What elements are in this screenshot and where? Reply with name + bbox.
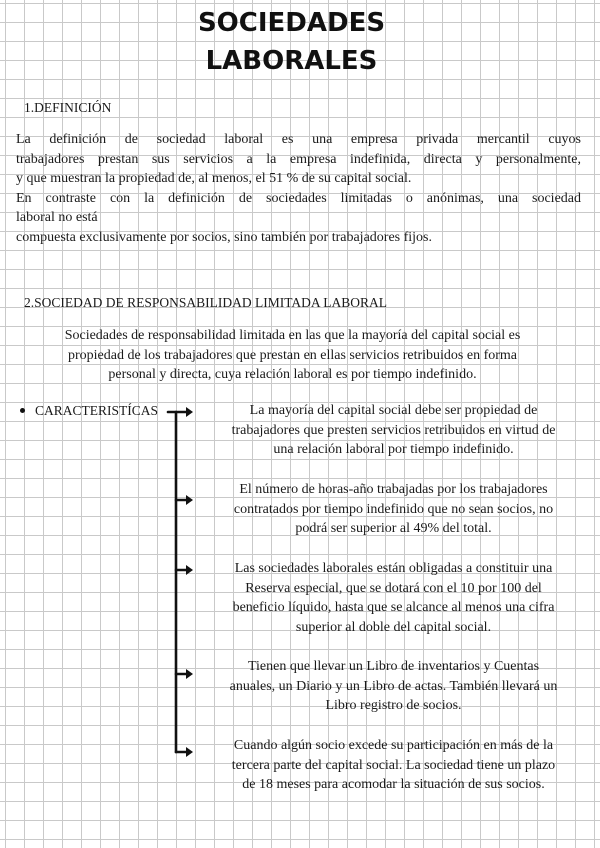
- characteristics-bullet: [20, 402, 158, 420]
- arrow-head-icon: [186, 565, 193, 575]
- characteristic-item: [195, 657, 592, 716]
- section-heading-definition: 1.DEFINICIÓN: [24, 100, 112, 115]
- characteristic-item: [195, 480, 592, 539]
- item-line: La mayoría del capital social debe ser propiedad de: [249, 403, 538, 418]
- item-line: podrá ser superior al 49% del total.: [295, 521, 492, 536]
- title-line: SOCIEDADES: [197, 8, 386, 38]
- page-title: [0, 4, 583, 80]
- arrow-head-icon: [186, 747, 193, 757]
- item-line: trabajadores que presten servicios retribuidos en virtud de: [231, 422, 556, 438]
- item-line: Tienen que llevar un Libro de inventarios y Cuentas: [247, 659, 540, 674]
- characteristics-label: CARACTERISTÍCAS: [35, 403, 159, 418]
- paragraph-line: y que muestran la propiedad de, al menos, el 51 % de su capital social.: [16, 171, 412, 186]
- item-line: Cuando algún socio excede su participación en más de la: [233, 738, 554, 753]
- paragraph-line: personal y directa, cuya relación laboral es por tiempo indefinido.: [108, 367, 477, 382]
- arrow-head-icon: [186, 669, 193, 679]
- paragraph-line: La definición de sociedad laboral es una empresa privada mercantil cuyos: [16, 132, 581, 147]
- characteristic-item: [195, 401, 592, 460]
- title-line: LABORALES: [205, 46, 378, 76]
- item-line: superior al doble del capital social.: [295, 619, 492, 635]
- paragraph-line: laboral no está: [16, 210, 98, 225]
- item-line: anuales, un Diario y un Libro de actas. También llevará un: [229, 678, 558, 694]
- item-line: Libro registro de socios.: [325, 698, 462, 713]
- item-line: contratados por tiempo indefinido que no sean socios, no: [233, 501, 554, 517]
- srll-paragraph: [10, 326, 575, 385]
- item-line: Reserva especial, que se dotará con el 10 por 100 del: [245, 580, 542, 596]
- paragraph-line: Sociedades de responsabilidad limitada en las que la mayoría del capital social es: [64, 328, 521, 343]
- paragraph-line: propiedad de los trabajadores que prestan en ellas servicios retribuidos en forma: [67, 347, 517, 363]
- item-line: Las sociedades laborales están obligadas a constituir una: [234, 561, 553, 576]
- definition-paragraph: [16, 130, 581, 247]
- section-heading-srll: 2.SOCIEDAD DE RESPONSABILIDAD LIMITADA LABORAL: [24, 295, 388, 310]
- item-line: tercera parte del capital social. La sociedad tiene un plazo: [231, 757, 556, 773]
- arrow-head-icon: [186, 407, 193, 417]
- characteristic-item: [195, 736, 592, 795]
- arrow-head-icon: [186, 495, 193, 505]
- item-line: beneficio líquido, hasta que se alcance al menos una cifra: [232, 600, 555, 615]
- characteristic-item: [195, 559, 592, 637]
- item-line: de 18 meses para acomodar la situación de sus socios.: [242, 777, 545, 792]
- item-line: El número de horas-año trabajadas por los trabajadores: [239, 482, 548, 497]
- item-line: una relación laboral por tiempo indefinido.: [273, 442, 514, 457]
- bullet-dot: [20, 408, 25, 413]
- paragraph-line: En contraste con la definición de sociedades limitadas o anónimas, una sociedad: [16, 190, 581, 206]
- paragraph-line: trabajadores prestan sus servicios a la empresa indefinida, directa y personalmente,: [16, 151, 581, 167]
- paragraph-line: compuesta exclusivamente por socios, sino también por trabajadores fijos.: [16, 229, 433, 245]
